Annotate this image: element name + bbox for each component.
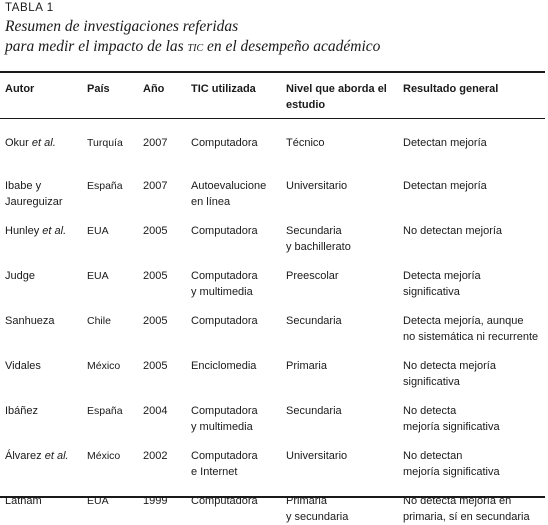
autor-name: Okur bbox=[5, 137, 32, 149]
cell-tic-line: en línea bbox=[191, 195, 231, 208]
autor-et-al: et al. bbox=[31, 137, 56, 149]
cell-tic-line: y multimedia bbox=[191, 420, 253, 433]
table-row bbox=[0, 480, 548, 525]
cell-resultado bbox=[403, 122, 548, 165]
cell-tic bbox=[191, 122, 286, 165]
header-anio: Año bbox=[143, 83, 165, 95]
table-row bbox=[0, 390, 548, 435]
cell-nivel-line: Primaria bbox=[286, 494, 327, 507]
caption-line-2 bbox=[5, 37, 380, 59]
cell-tic-line: y multimedia bbox=[191, 285, 253, 298]
cell-nivel-line: y secundaria bbox=[286, 510, 349, 523]
cell-anio: 2004 bbox=[143, 404, 168, 417]
cell-resultado-line: mejoría significativa bbox=[403, 420, 500, 433]
autor-et-al: et al. bbox=[44, 449, 69, 462]
cell-nivel bbox=[286, 165, 403, 210]
cell-tic-line: Computadora bbox=[191, 224, 258, 237]
table-row bbox=[0, 345, 548, 390]
cell-resultado-line: Detecta mejoría bbox=[403, 269, 481, 282]
cell-resultado-line: no sistemática ni recurrente bbox=[403, 330, 539, 343]
table-header-row bbox=[0, 75, 548, 122]
cell-resultado-line: primaria, sí en secundaria bbox=[403, 510, 530, 523]
cell-nivel-line: Secundaria bbox=[286, 404, 342, 417]
cell-pais: EUA bbox=[87, 269, 109, 282]
cell-pais: EUA bbox=[87, 224, 109, 237]
cell-resultado bbox=[403, 255, 548, 300]
cell-nivel bbox=[286, 210, 403, 255]
cell-tic-line: Computadora bbox=[191, 137, 258, 149]
cell-pais: México bbox=[87, 359, 121, 372]
cell-pais: EUA bbox=[87, 494, 109, 507]
header-nivel: Nivel que aborda el estudio bbox=[286, 83, 387, 111]
table-body bbox=[0, 122, 548, 525]
cell-pais: España bbox=[87, 404, 123, 417]
autor-name: Hunley bbox=[5, 224, 43, 237]
cell-tic-line: Computadora bbox=[191, 269, 258, 282]
cell-nivel-line: Técnico bbox=[286, 137, 325, 149]
cell-anio: 1999 bbox=[143, 494, 168, 507]
caption-line-2-start: para medir el impacto de las bbox=[5, 38, 188, 55]
cell-resultado-line: significativa bbox=[403, 375, 460, 388]
cell-autor bbox=[0, 300, 87, 345]
cell-tic-line: Enciclomedia bbox=[191, 359, 257, 372]
cell-resultado bbox=[403, 345, 548, 390]
cell-nivel-line: Universitario bbox=[286, 179, 348, 192]
cell-tic bbox=[191, 345, 286, 390]
cell-autor bbox=[0, 165, 87, 210]
autor-name: Vidales bbox=[5, 359, 41, 372]
cell-tic bbox=[191, 480, 286, 525]
cell-resultado-line: Detecta mejoría, aunque bbox=[403, 314, 524, 327]
autor-et-al: et al. bbox=[42, 224, 67, 237]
table-top-rule bbox=[0, 71, 545, 73]
cell-autor bbox=[0, 210, 87, 255]
autor-name: Ibáñez bbox=[5, 404, 39, 417]
cell-autor bbox=[0, 480, 87, 525]
cell-nivel bbox=[286, 435, 403, 480]
cell-tic bbox=[191, 390, 286, 435]
cell-nivel-line: Primaria bbox=[286, 359, 327, 372]
cell-anio: 2007 bbox=[143, 179, 168, 192]
table-row bbox=[0, 165, 548, 210]
caption-line-2-end: en el desempeño académico bbox=[203, 38, 381, 55]
cell-resultado bbox=[403, 435, 548, 480]
cell-resultado bbox=[403, 390, 548, 435]
cell-resultado bbox=[403, 210, 548, 255]
cell-resultado-line: Detectan mejoría bbox=[403, 179, 487, 192]
caption-line-1: Resumen de investigaciones referidas bbox=[5, 18, 239, 35]
cell-pais: Chile bbox=[87, 314, 111, 327]
cell-tic-line: Computadora bbox=[191, 449, 258, 462]
cell-tic bbox=[191, 435, 286, 480]
header-autor: Autor bbox=[5, 83, 35, 95]
research-summary-table bbox=[0, 75, 548, 525]
cell-resultado-line: Detectan mejoría bbox=[403, 137, 487, 149]
cell-resultado-line: No detecta mejoría en bbox=[403, 494, 512, 507]
cell-nivel bbox=[286, 300, 403, 345]
cell-resultado-line: mejoría significativa bbox=[403, 465, 500, 478]
table-label: TABLA 1 bbox=[5, 2, 54, 14]
cell-resultado-line: No detecta mejoría bbox=[403, 359, 496, 372]
cell-nivel bbox=[286, 390, 403, 435]
cell-anio: 2005 bbox=[143, 314, 168, 327]
cell-resultado-line: No detecta bbox=[403, 404, 457, 417]
cell-pais: Turquía bbox=[87, 137, 123, 149]
cell-nivel-line: Secundaria bbox=[286, 314, 342, 327]
cell-tic-line: Autoevalucione bbox=[191, 179, 267, 192]
autor-name: Judge bbox=[5, 269, 35, 282]
table-row bbox=[0, 210, 548, 255]
cell-autor bbox=[0, 435, 87, 480]
table-row bbox=[0, 435, 548, 480]
caption-tic: TIC bbox=[187, 43, 204, 54]
cell-resultado-line: No detectan mejoría bbox=[403, 224, 503, 237]
cell-tic-line: e Internet bbox=[191, 465, 238, 478]
table-row bbox=[0, 300, 548, 345]
cell-resultado bbox=[403, 480, 548, 525]
cell-nivel-line: Secundaria bbox=[286, 224, 342, 237]
cell-autor bbox=[0, 122, 87, 165]
cell-pais: México bbox=[87, 449, 121, 462]
cell-nivel bbox=[286, 345, 403, 390]
cell-tic bbox=[191, 300, 286, 345]
header-pais: País bbox=[87, 83, 110, 95]
cell-resultado-line: No detectan bbox=[403, 449, 463, 462]
cell-anio: 2005 bbox=[143, 359, 168, 372]
cell-nivel bbox=[286, 480, 403, 525]
autor-name: Sanhueza bbox=[5, 314, 55, 327]
cell-autor bbox=[0, 255, 87, 300]
autor-name: Latham bbox=[5, 494, 42, 507]
header-resultado: Resultado general bbox=[403, 83, 499, 95]
cell-tic bbox=[191, 165, 286, 210]
cell-tic bbox=[191, 255, 286, 300]
cell-tic bbox=[191, 210, 286, 255]
cell-tic-line: Computadora bbox=[191, 404, 258, 417]
autor-name: Ibabe y Jaureguizar bbox=[5, 179, 63, 208]
cell-tic-line: Computadora bbox=[191, 314, 258, 327]
cell-resultado-line: significativa bbox=[403, 285, 460, 298]
cell-nivel-line: Universitario bbox=[286, 449, 348, 462]
cell-nivel bbox=[286, 122, 403, 165]
cell-nivel-line: y bachillerato bbox=[286, 240, 351, 253]
cell-nivel-line: Preescolar bbox=[286, 269, 339, 282]
table-row bbox=[0, 122, 548, 165]
cell-tic-line: Computadora bbox=[191, 494, 258, 507]
cell-nivel bbox=[286, 255, 403, 300]
cell-autor bbox=[0, 390, 87, 435]
cell-pais: España bbox=[87, 179, 123, 192]
table-caption bbox=[5, 17, 380, 59]
cell-anio: 2005 bbox=[143, 224, 168, 237]
table-row bbox=[0, 255, 548, 300]
cell-resultado bbox=[403, 165, 548, 210]
header-tic: TIC utilizada bbox=[191, 83, 256, 95]
cell-resultado bbox=[403, 300, 548, 345]
cell-autor bbox=[0, 345, 87, 390]
autor-name: Álvarez bbox=[5, 449, 45, 462]
cell-anio: 2007 bbox=[143, 137, 168, 149]
cell-anio: 2002 bbox=[143, 449, 168, 462]
cell-anio: 2005 bbox=[143, 269, 168, 282]
